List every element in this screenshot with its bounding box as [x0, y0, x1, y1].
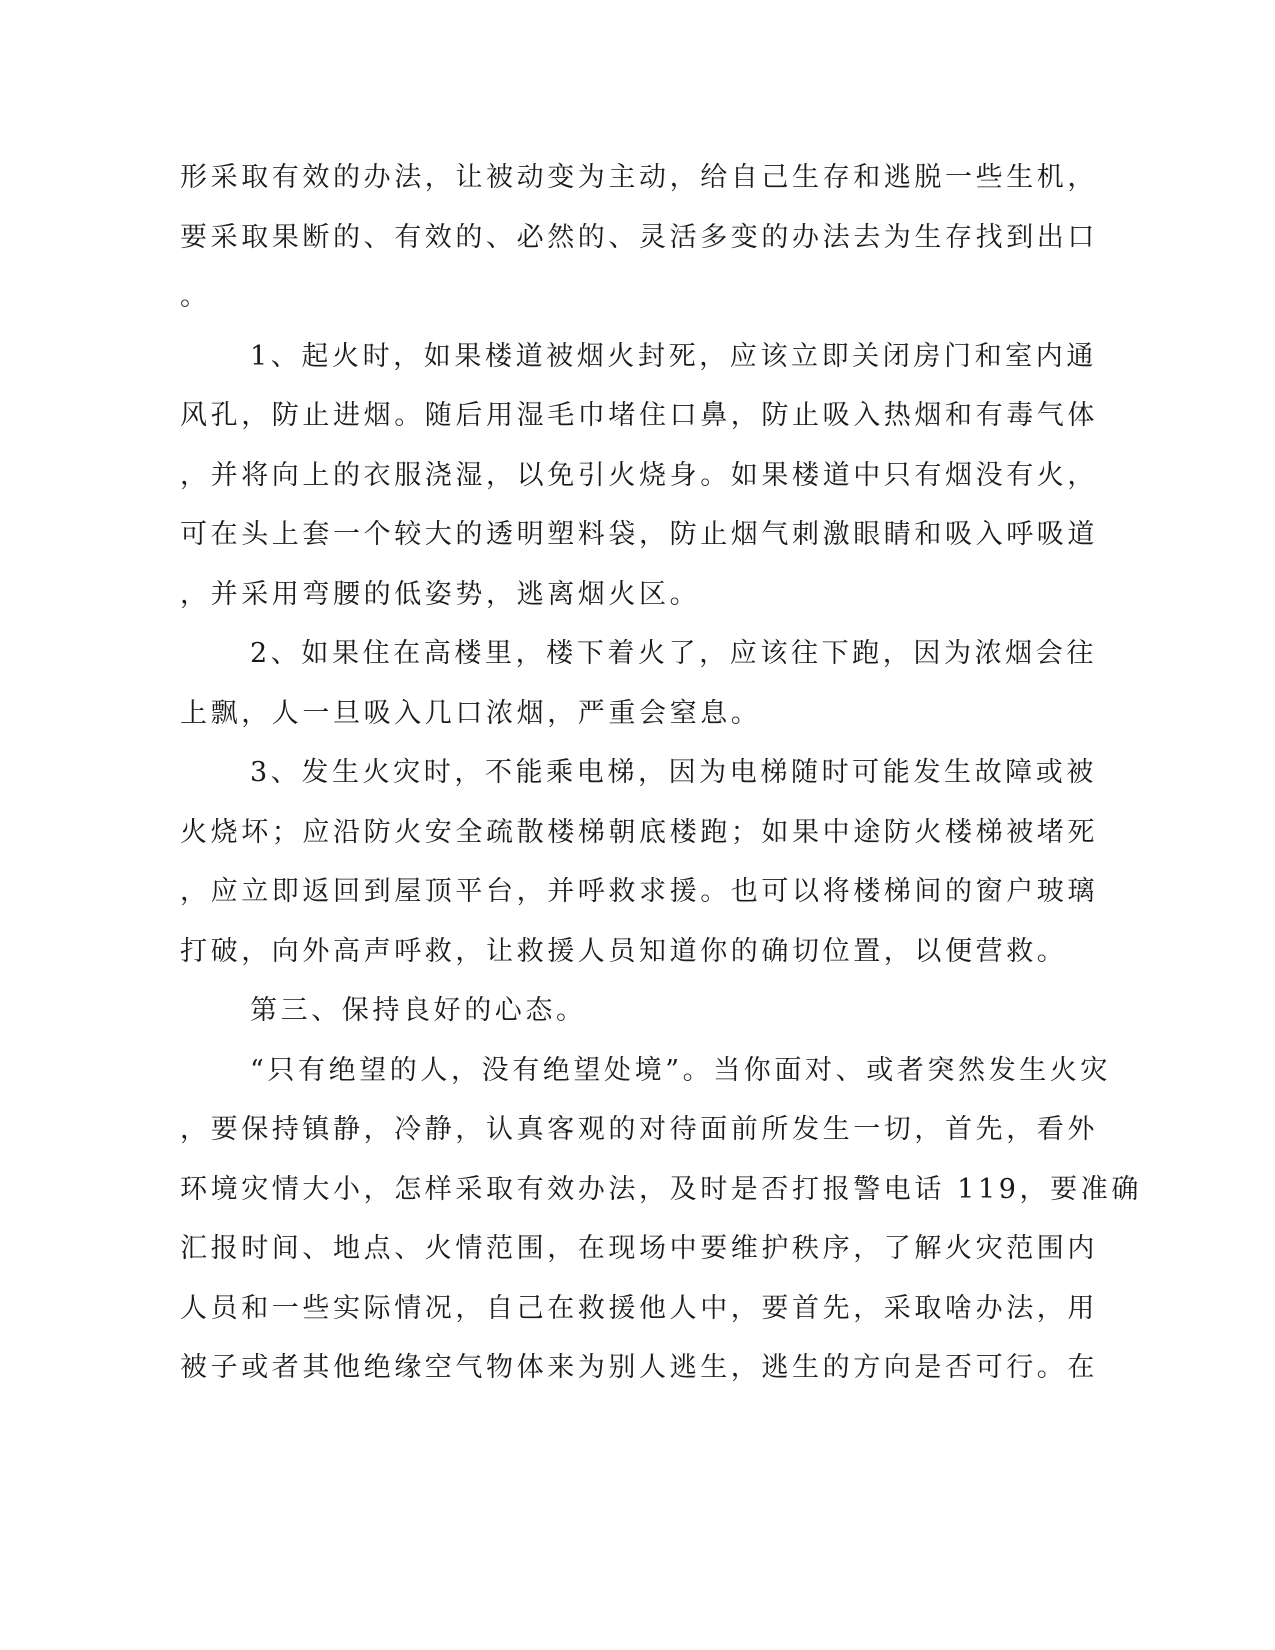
paragraph-start-line: 2、如果住在高楼里，楼下着火了，应该往下跑，因为浓烟会往	[250, 638, 1097, 669]
text-line: ，并将向上的衣服浇湿，以免引火烧身。如果楼道中只有烟没有火，	[180, 459, 1098, 491]
section-heading: 第三、保持良好的心态。	[250, 995, 587, 1026]
paragraph-start-line: 1、起火时，如果楼道被烟火封死，应该立即关闭房门和室内通	[250, 340, 1097, 372]
text-line: 上飘，人一旦吸入几口浓烟，严重会窒息。	[180, 697, 762, 729]
text-line: 打破，向外高声呼救，让救援人员知道你的确切位置，以便营救。	[180, 935, 1068, 967]
text-line: 火烧坏；应沿防火安全疏散楼梯朝底楼跑；如果中途防火楼梯被堵死	[180, 816, 1098, 848]
text-line: 可在头上套一个较大的透明塑料袋，防止烟气刺激眼睛和吸入呼吸道	[180, 519, 1098, 550]
text-line: 形采取有效的办法，让被动变为主动，给自己生存和逃脱一些生机，	[180, 162, 1098, 193]
text-line: 要采取果断的、有效的、必然的、灵活多变的办法去为生存找到出口	[180, 221, 1098, 253]
paragraph-start-line: 3、发生火灾时，不能乘电梯，因为电梯随时可能发生故障或被	[250, 757, 1097, 788]
text-line: 被子或者其他绝缘空气物体来为别人逃生，逃生的方向是否可行。在	[180, 1352, 1098, 1383]
text-line: 汇报时间、地点、火情范围，在现场中要维护秩序，了解火灾范围内	[180, 1233, 1098, 1264]
text-line: ，要保持镇静，冷静，认真客观的对待面前所发生一切，首先，看外	[180, 1114, 1098, 1145]
text-line: ，应立即返回到屋顶平台，并呼救求援。也可以将楼梯间的窗户玻璃	[180, 876, 1098, 907]
text-line: 人员和一些实际情况，自己在救援他人中，要首先，采取啥办法，用	[180, 1292, 1098, 1324]
text-line: 风孔，防止进烟。随后用湿毛巾堵住口鼻，防止吸入热烟和有毒气体	[180, 400, 1098, 431]
text-line: 。	[180, 281, 211, 312]
paragraph-start-line: “只有绝望的人，没有绝望处境”。当你面对、或者突然发生火灾	[250, 1054, 1112, 1086]
text-line: 环境灾情大小，怎样采取有效办法，及时是否打报警电话 119，要准确	[180, 1173, 1142, 1205]
document-body	[180, 148, 1142, 1398]
text-line: ，并采用弯腰的低姿势，逃离烟火区。	[180, 578, 701, 610]
